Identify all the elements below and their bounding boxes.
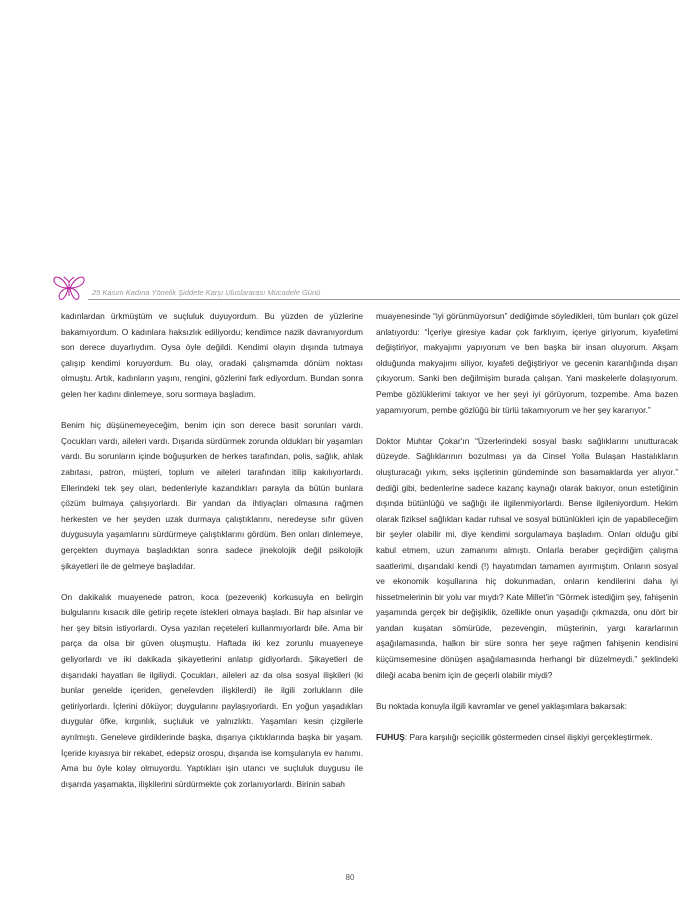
left-column [61,309,363,808]
right-paragraph-1: muayenesinde “iyi görünmüyorsun” dediğimde söyledikleri, tüm bunları çok güzel anlatıyordu: “İçeriye giresiye kadar çok farklıyım, içeriye giriyorum, kıyafetimi değiştiriyor, makyajımı yapıyorum ve ben başka bir insan oluyorum. Akşam olduğunda makyajımı siliyor, kıyafeti değiştiriyor ve gecenin karanlığında dışarı çıkıyorum. Sanki ben değilmişim burada çalışan. Yani maskelerle dolaşıyorum. Pembe gözlüklerimi takıyor ve her şeyi iyi görüyorum, tozpembe. Ama bazen yapamıyorum, pembe gözlüğü bir türlü takamıyorum ve her şey kararıyor.” [376,311,678,415]
definition-term: FUHUŞ [376,732,405,743]
left-paragraph-1: kadınlardan ürkmüştüm ve suçluluk duyuyordum. Bu yüzden de yüzlerine bakamıyordum. O kadınlara haksızlık ediliyordu; kendimce nazik davranıyordum son derece duyarlıydım. Oysa öyle değildi. Kendimi olayın dışında tutmaya çalışıp kendimi koruyordum. Bu olay, oradaki çalışmamda dönüm noktası olmuştu. Artık, kadınların yaşını, rengini, gözlerini fark ediyordum. Bundan sonra gelen her kadını dinlemeye, soru sormaya başladım. [61,311,363,399]
page-header [52,274,682,302]
right-paragraph-2: Doktor Muhtar Çokar'ın “Üzerlerindeki sosyal baskı sağlıklarını unutturacak düzeyde. Sağlıklarının bozulması ya da Cinsel Yolla Bulaşan Hastalıkların oluşturacağı yıkım, seks işçilerinin gündeminde son basamaklarda yer alıyor.” dediği gibi, bedenlerine sadece kazanç kaynağı olarak bakıyor, onun estetiğinin dışında bütünlüğü ve sağlığı ile ilgilenmiyorlardı. Bense ilgileniyordum. Hekim olarak fiziksel sağlıkları kadar ruhsal ve sosyal bütünlükleri için de yapabileceğim bir şeyler olabilir mi, diye kendimi sorgulamaya başladım. Onları olduğu gibi kabul etmem, uzun zamanımı almıştı. Onlarla beraber geçirdiğim çalışma saatlerimi, dışarıdaki kendi (!) hayatımdan tamamen ayırmıştım. Onların sosyal ve ekonomik koşullarına hiç dokunmadan, onların kendilerini daha iyi hissetmelerinin bir yolu var mıydı? Kate Millet'in “Görmek istediğim şey, fahişenin yaşamında gerçek bir değişiklik, özellikle onun yaşadığı çıkmazda, onu dört bir yandan kuşatan sömürüde, pezevengin, müşterinin, yargı kararlarının aşağılamasında, halkın bir süre sonra her şeye rağmen fahişenin kendisini küçümsemesine dönüşen aşağılamasında herhangi bir düzelmeydi.” şeklindeki dileği acaba benim için de geçerli olabilir miydi? [376,435,678,680]
left-paragraph-3: On dakikalık muayenede patron, koca (pezevenk) korkusuyla en belirgin bulgularını kısacık dile getirip reçete istekleri olmaya başladı. Bir hap alsınlar ve her şey bitsin istiyorlardı. Oysa yazılan reçeteleri kullanmıyorlardı bile. Ama bir parça da olsa bir güven oluşmuştu. Haftada iki kez zorunlu muayeneye geliyorlardı ve iki dakikada şikayetlerini anlatıp gidiyorlardı. Şikayetleri de dışarıdaki hayatları ile ilgiliydi. Çocukları, aileleri az da olsa sosyal ilişkileri (ki bunlar genelde içeriden, genelevden ilişkilerdi) ile ilgili zorlukların dile getiriyorlardı. İçlerini döküyor; duygularını paylaşıyorlardı. En yoğun yaşadıkları duygular öfke, kırgınlık, suçluluk ve yalnızlıktı. Yaşamları kesin çizgilerle ayrılmıştı. Geneleve girdiklerinde başka, dışarıya çıktıklarında başka bir yaşam. İçeride kıyasıya bir rekabet, edepsiz orospu, dışarıda ise komşularıyla ev hanımı. Ama bu öyle kolay olmuyordu. Yaptıkları işin utancı ve suçluluk duygusu ile dışarıda yaşamakta, ilişkilerini sürdürmekte çok zorlanıyorlardı. Birinin sabah [61,591,363,789]
definition-paragraph [376,730,678,746]
page-number: 80 [345,873,355,882]
right-column [376,309,678,761]
butterfly-icon [52,274,86,302]
definition-text: : Para karşılığı seçicilik göstermeden cinsel ilişkiyi gerçekleştirmek. [404,732,653,743]
left-paragraph-2: Benim hiç düşünemeyeceğim, benim için son derece basit sorunları vardı. Çocukları vardı, aileleri vardı. Dışarıda sürdürmek zorunda oldukları bir yaşamları vardı. Bu sorunların içinde boğuşurken de herkes tarafından, polis, sağlık, ahlak zabıtası, patron, müşteri, toplum ve aileleri tarafından itilip kakılıyorlardı. Ellerindeki tek şey olan, bedenleriyle kazandıkları parayla da bütün bunlara çözüm bulmaya çalışıyorlardı. Bir yandan da ihtiyaçları olmasına rağmen herkesten ve her şeyden uzak durmaya çalıştıklarını, neredeyse sıfır güven duygusuyla yaşamlarını sürdürmeye çalıştıklarını gördüm. Ben onları dinlemeye, gerçekten duymaya başladıktan sonra sadece jinekolojik değil psikolojik şikayetleri ile de gelmeye başladılar. [61,420,363,571]
right-paragraph-3: Bu noktada konuyla ilgili kavramlar ve genel yaklaşımlara bakarsak: [376,700,627,711]
header-title: 25 Kasım Kadına Yönelik Şiddete Karşı Uluslararası Mücadele Günü [92,288,321,297]
header-divider [88,299,680,300]
